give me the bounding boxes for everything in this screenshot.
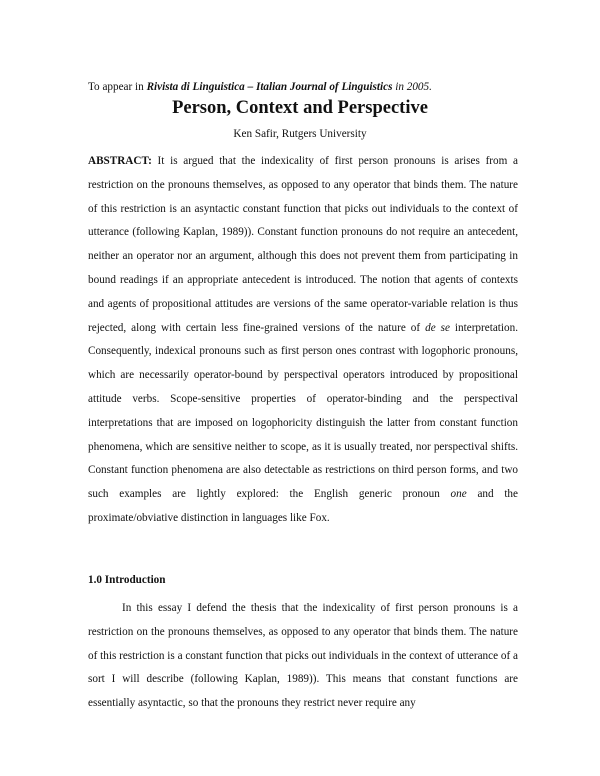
abstract-text-2: interpretation. Consequently, indexical pronouns such as first person ones contrast with logophoric pronouns, which are necessarily operator-bound by perspectival operators introduced by propositional attitude verbs. Scope-sensitive properties of operator-binding and the perspectival interpretations that are imposed on logophoricity distinguish the latter from constant function phenomena, which are sensitive neither to scope, as it is usually treated, nor perspectival shifts. Constant function phenomena are also detectable as restrictions on third person forms, and two such examples are lightly explored: the English generic pronoun xyxy=(88,321,518,501)
abstract-text-3: and the proximate/obviative distinction in languages like Fox. xyxy=(88,488,518,524)
abstract-text-1: It is argued that the indexicality of first person pronouns is arises from a restriction on the pronouns themselves, as opposed to any operator that binds them. The nature of this restriction is an asyntactic constant function that picks out individuals to the context of utterance (following Kaplan, 1989)). Constant function pronouns do not require an antecedent, neither an operator nor an argument, although this does not prevent them from participating in bound readings if an appropriate antecedent is introduced. The notion that agents of contexts and agents of propositional attitudes are versions of the same operator-variable relation is thus rejected, along with certain less fine-grained versions of the nature of xyxy=(88,155,518,334)
author-line: Ken Safir, Rutgers University xyxy=(233,128,367,140)
journal-name: Rivista di Linguistica – Italian Journal of Linguistics xyxy=(146,81,393,93)
abstract xyxy=(88,150,518,531)
section-heading: 1.0 Introduction xyxy=(88,574,166,586)
abstract-italic-term-de-se: de se xyxy=(425,321,450,334)
notice-prefix: To appear in xyxy=(88,81,147,93)
notice-suffix: in 2005. xyxy=(392,81,432,93)
intro-paragraph xyxy=(88,597,518,716)
abstract-italic-term-one: one xyxy=(450,488,467,501)
publication-notice xyxy=(88,80,518,94)
intro-paragraph-text: In this essay I defend the thesis that the indexicality of first person pronouns is a restriction on the pronouns themselves, as opposed to any operator that binds them. The nature of this restriction is a constant function that picks out individuals in the context of utterance of a sort I will describe (following Kaplan, 1989)). This means that constant functions are essentially asyntactic, so that the pronouns they restrict never require any xyxy=(88,602,518,710)
paper-title: Person, Context and Perspective xyxy=(172,98,428,118)
abstract-label: ABSTRACT: xyxy=(88,155,152,167)
